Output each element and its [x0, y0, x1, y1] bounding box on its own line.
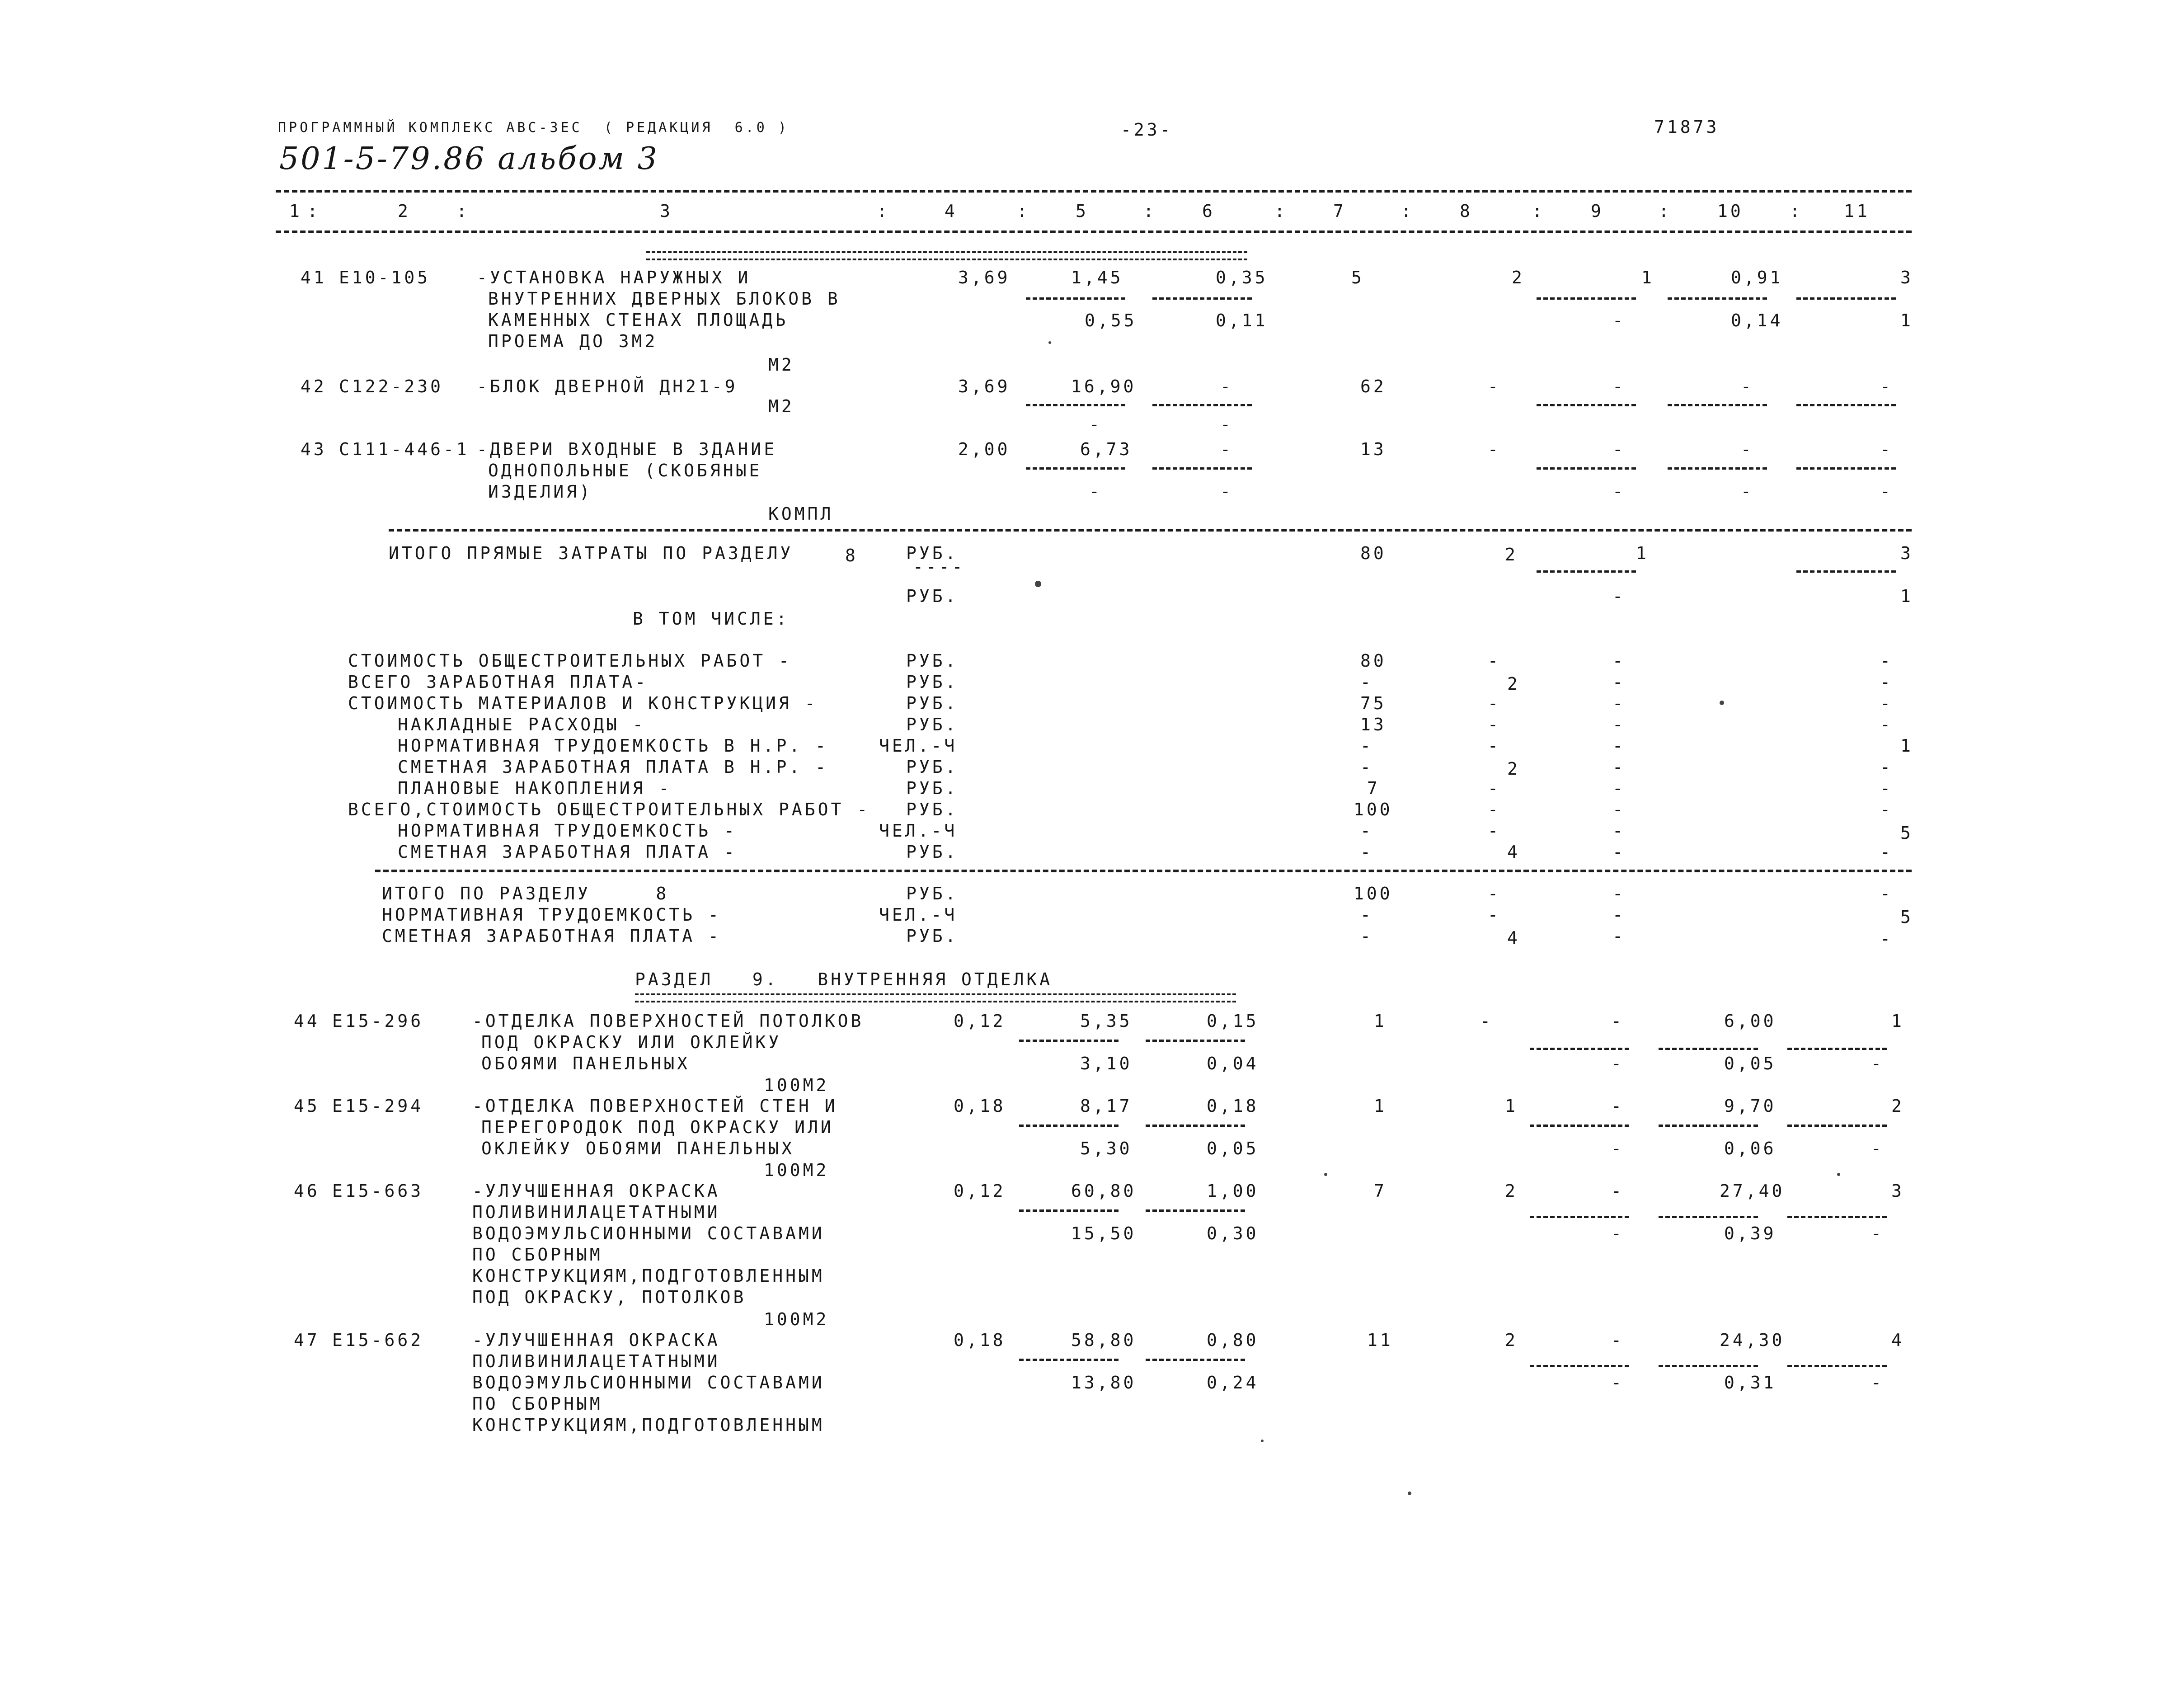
cell-col11-sub: -: [1871, 1223, 1884, 1243]
section-total-unit: РУБ.: [906, 884, 959, 903]
breakdown-col11: -: [1880, 693, 1893, 713]
item-description-line: ИЗДЕЛИЯ): [488, 482, 593, 502]
breakdown-label: НОРМАТИВНАЯ ТРУДОЕМКОСТЬ В Н.Р. -: [398, 736, 828, 756]
item-quantity: 0,18: [954, 1096, 1006, 1116]
cell-rule: [1152, 297, 1252, 300]
breakdown-col11: -: [1880, 672, 1893, 692]
cell-col9: -: [1611, 1096, 1624, 1116]
cell-rule: [1146, 1125, 1245, 1127]
item-description-line: ПОЛИВИНИЛАЦЕТАТНЫМИ: [472, 1351, 720, 1371]
cell-rule: [1019, 1125, 1119, 1127]
cell-rule: [1026, 297, 1125, 300]
col-divider: :: [877, 201, 890, 221]
cell-col9-sub: -: [1611, 1223, 1624, 1243]
breakdown-col11: -: [1880, 757, 1893, 777]
cell-col10-sub: -: [1741, 481, 1754, 501]
item-description-line: ПОД ОКРАСКУ, ПОТОЛКОВ: [472, 1287, 747, 1307]
cell-col6: 1,00: [1207, 1181, 1259, 1201]
cell-col6: 0,35: [1216, 268, 1268, 287]
cell-rule: [1019, 1359, 1119, 1361]
direct-costs-col11: 3: [1900, 543, 1913, 563]
cell-col9-sub: -: [1612, 481, 1626, 501]
cell-rule: [1796, 404, 1896, 406]
cell-col7: 1: [1374, 1011, 1387, 1031]
breakdown-unit: ЧЕЛ.-Ч: [879, 736, 958, 756]
item-description-line: ОБОЯМИ ПАНЕЛЬНЫХ: [481, 1054, 691, 1073]
breakdown-col8: 2: [1507, 759, 1520, 779]
cell-col10: 24,30: [1720, 1330, 1785, 1350]
cell-col5-sub: 5,30: [1080, 1139, 1133, 1158]
breakdown-col11: 1: [1900, 736, 1913, 756]
breakdown-col7: 7: [1367, 778, 1380, 798]
cell-col5-sub: 3,10: [1080, 1054, 1133, 1073]
cell-col9: -: [1611, 1330, 1624, 1350]
section-total-col11: -: [1880, 884, 1893, 903]
cell-col5: 5,35: [1080, 1011, 1133, 1031]
cell-col5: 58,80: [1071, 1330, 1137, 1350]
cell-rule: [1787, 1125, 1887, 1127]
col-header-11: 11: [1844, 201, 1870, 221]
item-description-line: -УЛУЧШЕННАЯ ОКРАСКА: [472, 1181, 720, 1201]
cell-col8: 2: [1505, 1181, 1518, 1201]
direct-costs-col9-sub: -: [1612, 586, 1626, 606]
breakdown-col8: -: [1488, 693, 1501, 713]
col-divider: :: [307, 201, 320, 221]
item-quantity: 2,00: [958, 439, 1010, 459]
cell-col10-sub: 0,06: [1724, 1139, 1777, 1158]
item-description-line: ПО СБОРНЫМ: [472, 1245, 603, 1265]
item-unit: М2: [768, 355, 794, 375]
breakdown-label: СТОИМОСТЬ МАТЕРИАЛОВ И КОНСТРУКЦИЯ -: [348, 693, 818, 713]
section-total-unit: РУБ.: [906, 926, 959, 946]
cell-rule: [1146, 1359, 1245, 1361]
col-divider: :: [1274, 201, 1288, 221]
item-unit: 100М2: [764, 1075, 829, 1095]
cell-rule: [1530, 1216, 1629, 1218]
item-description-line: -УСТАНОВКА НАРУЖНЫХ И: [477, 268, 751, 287]
cell-rule: [1026, 404, 1125, 406]
cell-col8: -: [1480, 1011, 1493, 1031]
cell-col10: -: [1741, 439, 1754, 459]
breakdown-col7: 75: [1360, 693, 1386, 713]
cell-col5: 1,45: [1071, 268, 1123, 287]
section-total-col11: 5: [1900, 907, 1913, 927]
cell-col6: 0,80: [1207, 1330, 1259, 1350]
col-divider: :: [1790, 201, 1803, 221]
item-code: Е15-296: [332, 1011, 424, 1031]
col-divider: :: [1659, 201, 1672, 221]
breakdown-col11: -: [1880, 842, 1893, 862]
item-description-line: ПОЛИВИНИЛАЦЕТАТНЫМИ: [472, 1202, 720, 1222]
cell-col6-sub: -: [1220, 414, 1233, 434]
item-unit: М2: [768, 396, 794, 416]
cell-col6-sub: 0,04: [1207, 1054, 1259, 1073]
cell-col9: -: [1612, 439, 1626, 459]
breakdown-col7: 100: [1354, 800, 1393, 819]
scan-speck: [1720, 701, 1724, 705]
item-description-line: ВОДОЭМУЛЬСИОННЫМИ СОСТАВАМИ: [472, 1223, 825, 1243]
section-total-col8: -: [1488, 905, 1501, 925]
cell-rule: [1796, 297, 1896, 300]
breakdown-col11: -: [1880, 715, 1893, 734]
cell-col11: -: [1880, 439, 1893, 459]
cell-col9: -: [1611, 1181, 1624, 1201]
cell-col5-sub: -: [1089, 414, 1102, 434]
cell-col7: 1: [1374, 1096, 1387, 1116]
document-code: 71873: [1654, 117, 1720, 137]
totals-rule: [389, 529, 1912, 532]
col-header-10: 10: [1717, 201, 1744, 221]
cell-col10: 6,00: [1724, 1011, 1777, 1031]
cell-col6: -: [1220, 376, 1233, 396]
cell-col10: -: [1741, 376, 1754, 396]
col-divider: :: [1017, 201, 1030, 221]
col-header-9: 9: [1591, 201, 1604, 221]
item-description-line: ОДНОПОЛЬНЫЕ (СКОБЯНЫЕ: [488, 461, 762, 480]
cell-rule: [1668, 467, 1767, 470]
cell-col7: 62: [1360, 376, 1386, 396]
breakdown-unit: РУБ.: [906, 651, 959, 671]
cell-col7: 11: [1367, 1330, 1393, 1350]
breakdown-unit: РУБ.: [906, 800, 959, 819]
col-divider: :: [1143, 201, 1156, 221]
section-9-title: РАЗДЕЛ 9. ВНУТРЕННЯЯ ОТДЕЛКА: [635, 969, 1053, 989]
item-description-line: ПОД ОКРАСКУ ИЛИ ОКЛЕЙКУ: [481, 1032, 782, 1052]
scan-speck: [1837, 1173, 1840, 1176]
breakdown-col8: -: [1488, 778, 1501, 798]
cell-rule: [1152, 467, 1252, 470]
item-quantity: 0,18: [954, 1330, 1006, 1350]
cell-rule: [1787, 1365, 1887, 1367]
cell-col10-sub: 0,05: [1724, 1054, 1777, 1073]
breakdown-unit: РУБ.: [906, 778, 959, 798]
cell-rule: [1537, 297, 1636, 300]
cell-col11: 4: [1891, 1330, 1904, 1350]
direct-costs-col7: 80: [1360, 543, 1386, 563]
direct-costs-col11-sub: 1: [1900, 586, 1913, 606]
section-total-label: СМЕТНАЯ ЗАРАБОТНАЯ ПЛАТА -: [382, 926, 721, 946]
breakdown-unit: РУБ.: [906, 757, 959, 777]
section-total-label: ИТОГО ПО РАЗДЕЛУ 8: [382, 884, 669, 903]
breakdown-unit: РУБ.: [906, 693, 959, 713]
cell-col5-sub: 0,55: [1085, 311, 1137, 330]
col-header-5: 5: [1076, 201, 1089, 221]
cell-rule: [1026, 467, 1125, 470]
breakdown-col9: -: [1612, 736, 1626, 756]
section-total-col9: -: [1612, 926, 1626, 946]
cell-col8: -: [1488, 439, 1501, 459]
cell-col7: 13: [1360, 439, 1386, 459]
cell-col6-sub: -: [1220, 481, 1233, 501]
item-number: 43: [301, 439, 327, 459]
item-number: 45: [294, 1096, 320, 1116]
col-header-3: 3: [660, 201, 673, 221]
cell-col11-sub: -: [1871, 1373, 1884, 1393]
breakdown-col11: -: [1880, 651, 1893, 671]
cell-rule: [1146, 1209, 1245, 1212]
cell-col11-sub: 1: [1900, 311, 1913, 330]
item-code: С111-446-1: [339, 439, 470, 459]
item-description-line: ПО СБОРНЫМ: [472, 1394, 603, 1414]
item-description-line: КОНСТРУКЦИЯМ,ПОДГОТОВЛЕННЫМ: [472, 1266, 825, 1286]
section-total-col7: -: [1360, 926, 1373, 946]
item-description-line: ПРОЕМА ДО 3М2: [488, 331, 658, 351]
item-unit: 100М2: [764, 1309, 829, 1329]
unit-rub: РУБ.: [906, 543, 959, 563]
breakdown-label: ПЛАНОВЫЕ НАКОПЛЕНИЯ -: [398, 778, 672, 798]
cell-col11: 3: [1900, 268, 1913, 287]
item-quantity: 3,69: [958, 268, 1010, 287]
cell-col8: 2: [1505, 1330, 1518, 1350]
album-title: 501-5-79.86 альбом 3: [279, 141, 659, 177]
cell-rule: [1019, 1040, 1119, 1042]
cell-rule: [1668, 297, 1767, 300]
item-code: Е10-105: [339, 268, 431, 287]
cell-col5-sub: 15,50: [1071, 1223, 1137, 1243]
breakdown-col8: -: [1488, 715, 1501, 734]
breakdown-label: НАКЛАДНЫЕ РАСХОДЫ -: [398, 715, 646, 734]
program-header: ПРОГРАММНЫЙ КОМПЛЕКС АВС-ЗЕС ( РЕДАКЦИЯ 6.0 ): [278, 120, 789, 136]
breakdown-label: СМЕТНАЯ ЗАРАБОТНАЯ ПЛАТА В Н.Р. -: [398, 757, 828, 777]
scan-speck: [1408, 1492, 1411, 1495]
item-number: 42: [301, 376, 327, 396]
item-code: Е15-662: [332, 1330, 424, 1350]
item-quantity: 0,12: [954, 1181, 1006, 1201]
cell-col9: -: [1612, 376, 1626, 396]
double-rule: [646, 251, 1247, 260]
breakdown-col9: -: [1612, 778, 1626, 798]
breakdown-col9: -: [1612, 672, 1626, 692]
unit-rub: РУБ.: [906, 586, 959, 606]
breakdown-col9: -: [1612, 693, 1626, 713]
cell-rule: [1659, 1216, 1758, 1218]
item-code: Е15-294: [332, 1096, 424, 1116]
col-divider: :: [1401, 201, 1414, 221]
cell-col6-sub: 0,30: [1207, 1223, 1259, 1243]
cell-col9-sub: -: [1611, 1054, 1624, 1073]
col-header-2: 2: [398, 201, 411, 221]
cell-col8: 2: [1512, 268, 1525, 287]
section-total-col7: -: [1360, 905, 1373, 925]
item-description-line: ОКЛЕЙКУ ОБОЯМИ ПАНЕЛЬНЫХ: [481, 1139, 795, 1158]
cell-rule: [1146, 1040, 1245, 1042]
cell-col6: 0,18: [1207, 1096, 1259, 1116]
breakdown-col11: -: [1880, 778, 1893, 798]
cell-col10: 9,70: [1724, 1096, 1777, 1116]
direct-costs-col8: 2: [1505, 545, 1518, 565]
page-number: -23-: [1121, 120, 1173, 140]
breakdown-unit: РУБ.: [906, 842, 959, 862]
cell-rule: [1019, 1209, 1119, 1212]
cell-col10: 27,40: [1720, 1181, 1785, 1201]
breakdown-col11: -: [1880, 800, 1893, 819]
cell-col10-sub: 0,31: [1724, 1373, 1777, 1393]
breakdown-label: СМЕТНАЯ ЗАРАБОТНАЯ ПЛАТА -: [398, 842, 737, 862]
cell-col5-sub: -: [1089, 481, 1102, 501]
cell-col7: 7: [1374, 1181, 1387, 1201]
cell-col5: 16,90: [1071, 376, 1137, 396]
cell-col9-sub: -: [1611, 1139, 1624, 1158]
breakdown-col7: -: [1360, 736, 1373, 756]
breakdown-col9: -: [1612, 715, 1626, 734]
scan-speck: [1035, 581, 1041, 587]
cell-col11: 2: [1891, 1096, 1904, 1116]
item-description-line: ВНУТРЕННИХ ДВЕРНЫХ БЛОКОВ В: [488, 289, 841, 309]
cell-col11: 3: [1891, 1181, 1904, 1201]
section-total-col8: -: [1488, 884, 1501, 903]
direct-costs-col9: 1: [1636, 543, 1649, 563]
item-number: 41: [301, 268, 327, 287]
section-total-col11: -: [1880, 929, 1893, 949]
item-unit: КОМПЛ: [768, 504, 834, 524]
cell-rule: [1787, 1216, 1887, 1218]
header-bottom-rule: [276, 231, 1912, 233]
breakdown-col7: -: [1360, 672, 1373, 692]
cell-rule: [1530, 1048, 1629, 1050]
section-total-col7: 100: [1354, 884, 1393, 903]
scan-speck: [1048, 341, 1051, 344]
breakdown-col9: -: [1612, 800, 1626, 819]
cell-col10-sub: 0,14: [1731, 311, 1783, 330]
cell-rule: [1659, 1125, 1758, 1127]
cell-rule: [1530, 1365, 1629, 1367]
col-header-6: 6: [1202, 201, 1215, 221]
breakdown-col9: -: [1612, 821, 1626, 841]
cell-col10: 0,91: [1731, 268, 1783, 287]
cell-rule: [1668, 404, 1767, 406]
cell-rule: [1796, 570, 1896, 573]
item-description-line: ПЕРЕГОРОДОК ПОД ОКРАСКУ ИЛИ: [481, 1117, 834, 1137]
cell-col9: -: [1611, 1011, 1624, 1031]
breakdown-unit: ЧЕЛ.-Ч: [879, 821, 958, 841]
cell-col6-sub: 0,05: [1207, 1139, 1259, 1158]
section-total-unit: ЧЕЛ.-Ч: [879, 905, 958, 925]
col-header-4: 4: [945, 201, 958, 221]
breakdown-unit: РУБ.: [906, 715, 959, 734]
cell-rule: [1659, 1048, 1758, 1050]
breakdown-col7: -: [1360, 757, 1373, 777]
cell-rule: [1659, 1365, 1758, 1367]
breakdown-col11: 5: [1900, 823, 1913, 843]
cell-col6-sub: 0,11: [1216, 311, 1268, 330]
cell-rule: [1796, 467, 1896, 470]
item-description-line: ВОДОЭМУЛЬСИОННЫМИ СОСТАВАМИ: [472, 1373, 825, 1393]
cell-col7: 5: [1351, 268, 1364, 287]
cell-col5: 60,80: [1071, 1181, 1137, 1201]
cell-col9-sub: -: [1612, 311, 1626, 330]
breakdown-label: ВСЕГО,СТОИМОСТЬ ОБЩЕСТРОИТЕЛЬНЫХ РАБОТ -: [348, 800, 870, 819]
col-header-7: 7: [1333, 201, 1346, 221]
cell-rule: [1787, 1048, 1887, 1050]
breakdown-col9: -: [1612, 757, 1626, 777]
item-code: С122-230: [339, 376, 444, 396]
breakdown-col8: 4: [1507, 842, 1520, 862]
cell-col10-sub: 0,39: [1724, 1223, 1777, 1243]
direct-costs-label: ИТОГО ПРЯМЫЕ ЗАТРАТЫ ПО РАЗДЕЛУ: [389, 543, 794, 563]
breakdown-col8: -: [1488, 821, 1501, 841]
item-number: 46: [294, 1181, 320, 1201]
breakdown-col8: 2: [1507, 674, 1520, 694]
item-description-line: -ДВЕРИ ВХОДНЫЕ В ЗДАНИЕ: [477, 439, 777, 459]
item-unit: 100М2: [764, 1160, 829, 1180]
cell-rule: [1530, 1125, 1629, 1127]
item-quantity: 3,69: [958, 376, 1010, 396]
cell-col9: 1: [1641, 268, 1654, 287]
cell-col11: -: [1880, 376, 1893, 396]
item-description-line: -БЛОК ДВЕРНОЙ ДН21-9: [477, 376, 738, 396]
cell-col5: 6,73: [1080, 439, 1133, 459]
cell-rule: [1152, 404, 1252, 406]
breakdown-col8: -: [1488, 651, 1501, 671]
breakdown-col9: -: [1612, 842, 1626, 862]
cell-col11-sub: -: [1880, 481, 1893, 501]
item-quantity: 0,12: [954, 1011, 1006, 1031]
breakdown-label: СТОИМОСТЬ ОБЩЕСТРОИТЕЛЬНЫХ РАБОТ -: [348, 651, 792, 671]
dash-rule: ----: [913, 557, 965, 577]
breakdown-col8: -: [1488, 800, 1501, 819]
cell-col6: 0,15: [1207, 1011, 1259, 1031]
breakdown-col9: -: [1612, 651, 1626, 671]
item-number: 47: [294, 1330, 320, 1350]
cell-col11: 1: [1891, 1011, 1904, 1031]
col-header-8: 8: [1460, 201, 1473, 221]
breakdown-unit: РУБ.: [906, 672, 959, 692]
breakdown-label: НОРМАТИВНАЯ ТРУДОЕМКОСТЬ -: [398, 821, 737, 841]
cell-rule: [1537, 467, 1636, 470]
section-total-rule: [375, 870, 1912, 872]
section-total-col9: -: [1612, 884, 1626, 903]
breakdown-col7: -: [1360, 821, 1373, 841]
item-description-line: КАМЕННЫХ СТЕНАХ ПЛОЩАДЬ: [488, 310, 789, 330]
cell-col6: -: [1220, 439, 1233, 459]
item-description-line: -ОТДЕЛКА ПОВЕРХНОСТЕЙ ПОТОЛКОВ: [472, 1011, 864, 1031]
scan-speck: [1261, 1440, 1264, 1442]
breakdown-col7: 80: [1360, 651, 1386, 671]
cell-col6-sub: 0,24: [1207, 1373, 1259, 1393]
cell-col8: 1: [1505, 1096, 1518, 1116]
scan-speck: [1324, 1173, 1327, 1176]
breakdown-col7: -: [1360, 842, 1373, 862]
col-divider: :: [1532, 201, 1545, 221]
cell-rule: [1537, 404, 1636, 406]
col-header-1: 1: [289, 201, 302, 221]
double-rule: [635, 993, 1236, 1002]
section-total-col9: -: [1612, 905, 1626, 925]
col-divider: :: [456, 201, 470, 221]
cell-col8: -: [1488, 376, 1501, 396]
cell-col5-sub: 13,80: [1071, 1373, 1137, 1393]
header-top-rule: [276, 190, 1912, 193]
item-description-line: КОНСТРУКЦИЯМ,ПОДГОТОВЛЕННЫМ: [472, 1415, 825, 1435]
breakdown-label: ВСЕГО ЗАРАБОТНАЯ ПЛАТА-: [348, 672, 649, 692]
including-label: В ТОМ ЧИСЛЕ:: [633, 609, 790, 629]
section-total-col8: 4: [1507, 928, 1520, 948]
direct-costs-section: 8: [845, 546, 858, 565]
cell-col11-sub: -: [1871, 1139, 1884, 1158]
cell-col9-sub: -: [1611, 1373, 1624, 1393]
section-total-label: НОРМАТИВНАЯ ТРУДОЕМКОСТЬ -: [382, 905, 721, 925]
item-code: Е15-663: [332, 1181, 424, 1201]
cell-col11-sub: -: [1871, 1054, 1884, 1073]
item-description-line: -ОТДЕЛКА ПОВЕРХНОСТЕЙ СТЕН И: [472, 1096, 838, 1116]
breakdown-col8: -: [1488, 736, 1501, 756]
breakdown-col7: 13: [1360, 715, 1386, 734]
item-number: 44: [294, 1011, 320, 1031]
cell-col5: 8,17: [1080, 1096, 1133, 1116]
cell-rule: [1537, 570, 1636, 573]
item-description-line: -УЛУЧШЕННАЯ ОКРАСКА: [472, 1330, 720, 1350]
